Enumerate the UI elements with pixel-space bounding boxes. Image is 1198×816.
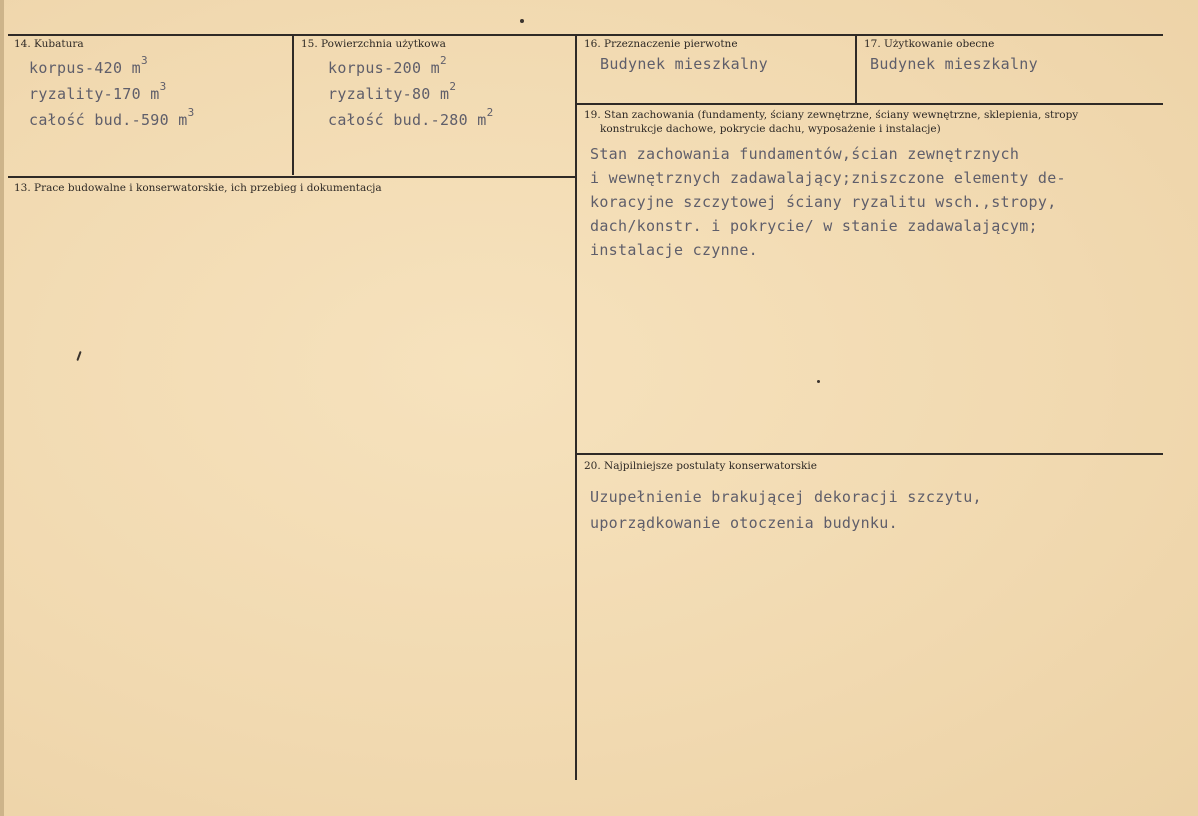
card-edge [0, 0, 4, 816]
divider-14-15 [292, 35, 294, 175]
paper-speck [520, 19, 524, 23]
rule-above-19 [576, 103, 1163, 105]
field-15-line-1: korpus-200 $m^2$ [328, 54, 447, 77]
main-divider [575, 35, 577, 780]
field-20-label: 20. Najpilniejsze postulaty konserwatorskie [584, 460, 817, 472]
field-16-label: 16. Przeznaczenie pierwotne [584, 38, 738, 50]
field-15-label: 15. Powierzchnia użytkowa [301, 38, 446, 50]
field-19-line-5: instalacje czynne. [590, 241, 758, 259]
field-20-line-2: uporządkowanie otoczenia budynku. [590, 514, 898, 532]
paper-speck [76, 351, 81, 361]
field-14-label: 14. Kubatura [14, 38, 84, 50]
field-19-line-3: koracyjne szczytowej ściany ryzalitu wsch.,stropy, [590, 193, 1057, 211]
field-19-line-4: dach/konstr. i pokrycie/ w stanie zadawalającym; [590, 217, 1038, 235]
field-17-label: 17. Użytkowanie obecne [864, 38, 995, 50]
field-19-label-line-1: 19. Stan zachowania (fundamenty, ściany zewnętrzne, ściany wewnętrzne, sklepienia, stropy [584, 109, 1079, 121]
rule-above-20 [576, 453, 1163, 455]
field-14-line-1: korpus-420 $m^3$ [29, 54, 148, 77]
field-13-label: 13. Prace budowalne i konserwatorskie, ich przebieg i dokumentacja [14, 182, 382, 194]
rule-above-13 [8, 176, 576, 178]
field-15-line-2: ryzality-80 $m^2$ [328, 80, 457, 103]
paper-speck [817, 380, 820, 383]
top-rule [8, 34, 1163, 36]
field-15-line-3: całość bud.-280 $m^2$ [328, 106, 494, 129]
field-20-line-1: Uzupełnienie brakującej dekoracji szczytu, [590, 488, 982, 506]
field-16-value: Budynek mieszkalny [600, 55, 768, 73]
field-19-line-1: Stan zachowania fundamentów,ścian zewnętrznych [590, 145, 1020, 163]
field-17-value: Budynek mieszkalny [870, 55, 1038, 73]
field-14-line-3: całość bud.-590 $m^3$ [29, 106, 195, 129]
field-19-label-line-2: konstrukcje dachowe, pokrycie dachu, wyposażenie i instalacje) [600, 123, 941, 135]
divider-16-17 [855, 35, 857, 104]
field-14-line-2: ryzality-170 $m^3$ [29, 80, 167, 103]
field-19-line-2: i wewnętrznych zadawalający;zniszczone elementy de- [590, 169, 1066, 187]
